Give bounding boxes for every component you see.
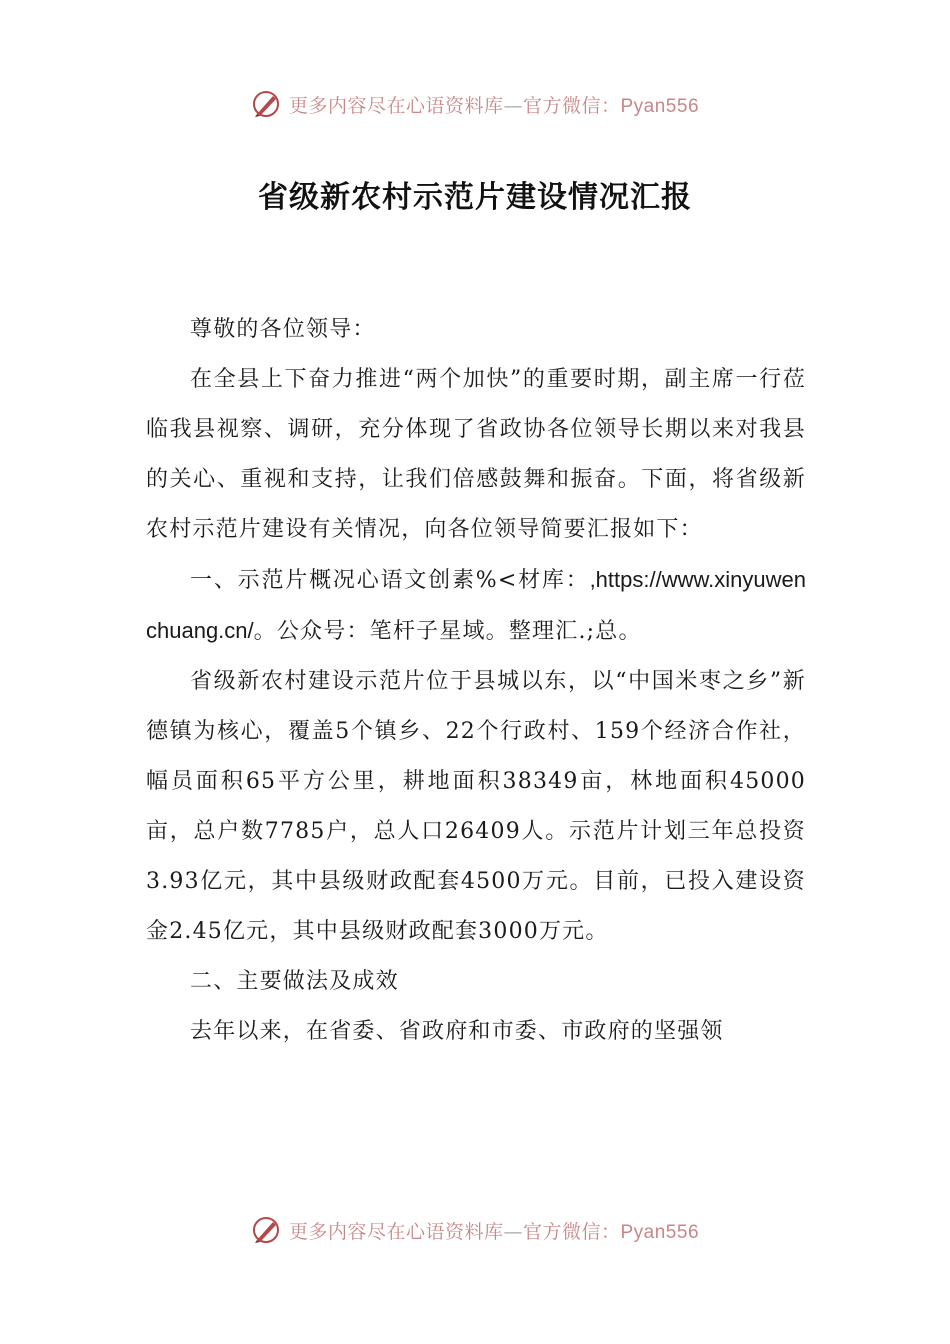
watermark-separator: — bbox=[503, 1220, 523, 1243]
watermark-footer bbox=[0, 1210, 950, 1250]
watermark-cn: 更多内容尽在心语资料库 bbox=[288, 1220, 504, 1243]
section-1-heading-line bbox=[146, 555, 806, 657]
document-body bbox=[146, 305, 806, 1057]
watermark-header bbox=[0, 84, 950, 124]
section-2-heading: 二、主要做法及成效 bbox=[190, 969, 399, 994]
watermark-separator: — bbox=[503, 94, 523, 117]
watermark-cn: 更多内容尽在心语资料库 bbox=[288, 94, 504, 117]
watermark-text bbox=[289, 91, 699, 118]
watermark-text bbox=[289, 1217, 699, 1244]
paragraph-practices: 去年以来，在省委、省政府和市委、市政府的坚强领 bbox=[190, 1019, 724, 1044]
section-1-url: ,https://www.xinyuwenchuang.cn/ bbox=[146, 567, 806, 643]
watermark-contact-label: 官方微信： bbox=[522, 94, 621, 117]
document-title: 省级新农村示范片建设情况汇报 bbox=[258, 180, 692, 215]
watermark-contact-id: Pyan556 bbox=[620, 1221, 700, 1243]
section-1-tail: 。公众号：笔杆子星域。整理汇.;总。 bbox=[253, 619, 642, 644]
pen-logo-icon bbox=[251, 1215, 281, 1245]
paragraph-overview: 省级新农村建设示范片位于县城以东，以“中国米枣之乡”新德镇为核心，覆盖5个镇乡、22个行政村、159个经济合作社，幅员面积65平方公里，耕地面积38349亩，林地面积45000亩，总户数7785户，总人口26409人。示范片计划三年总投资3.93亿元，其中县级财政配套4500万元。目前，已投入建设资金2.45亿元，其中县级财政配套3000万元。 bbox=[146, 669, 806, 944]
greeting: 尊敬的各位领导： bbox=[190, 317, 376, 342]
pen-logo-icon bbox=[251, 89, 281, 119]
paragraph-intro: 在全县上下奋力推进“两个加快”的重要时期，副主席一行莅临我县视察、调研，充分体现了省政协各位领导长期以来对我县的关心、重视和支持，让我们倍感鼓舞和振奋。下面，将省级新农村示范片建设有关情况，向各位领导简要汇报如下： bbox=[146, 367, 806, 542]
section-1-heading: 一、示范片概况心语文创素%<材库： bbox=[190, 568, 590, 593]
watermark-contact-id: Pyan556 bbox=[620, 95, 700, 117]
watermark-contact-label: 官方微信： bbox=[522, 1220, 621, 1243]
